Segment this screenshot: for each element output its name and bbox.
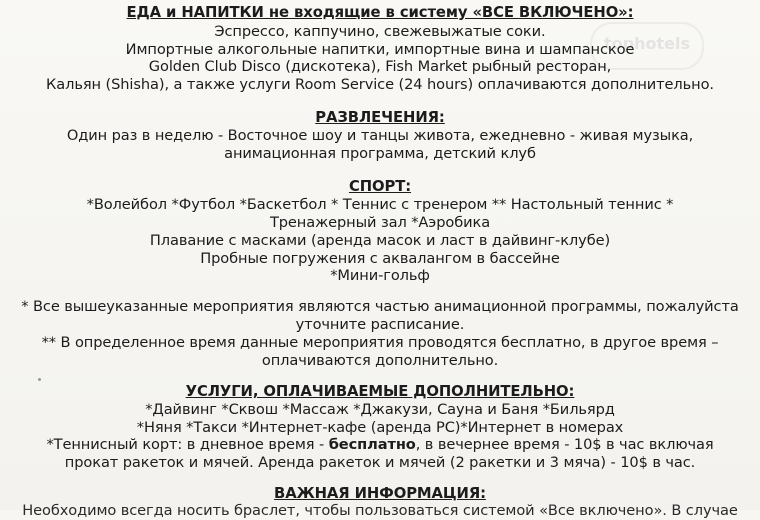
services-line-2: *Няня *Такси *Интернет-кафе (аренда PC)*Интернет в номерах	[136, 419, 624, 436]
paid-services-heading: УСЛУГИ, ОПЛАЧИВАЕМЫЕ ДОПОЛНИТЕЛЬНО:	[185, 383, 575, 400]
food-line-1: Эспрессо, каппучино, свежевыжатые соки.	[214, 23, 546, 40]
note-line-4: оплачиваются дополнительно.	[261, 352, 499, 369]
tennis-suffix: , в вечернее время - 10$ в час включая	[415, 436, 714, 453]
sport-line-4: Пробные погружения с аквалангом в бассейне	[200, 250, 560, 267]
entertainment-line-2: анимационная программа, детский клуб	[224, 145, 536, 162]
important-info-heading: ВАЖНАЯ ИНФОРМАЦИЯ:	[274, 485, 486, 502]
sport-line-1: *Волейбол *Футбол *Баскетбол * Теннис с тренером ** Настольный теннис *	[86, 196, 674, 213]
watermark-logo: tophotels	[590, 22, 704, 70]
entertainment-line-1: Один раз в неделю - Восточное шоу и танцы живота, ежедневно - живая музыка,	[66, 127, 694, 144]
food-line-3: Golden Club Disco (дискотека), Fish Market рыбный ресторан,	[148, 58, 612, 75]
food-drinks-heading: ЕДА и НАПИТКИ не входящие в систему «ВСЕ ВКЛЮЧЕНО»:	[126, 4, 634, 21]
sport-line-3: Плавание с масками (аренда масок и ласт в дайвинг-клубе)	[149, 232, 611, 249]
tennis-prefix: *Теннисный корт: в дневное время -	[46, 436, 329, 453]
note-line-3: ** В определенное время данные мероприятия проводятся бесплатно, в другое время –	[41, 334, 719, 351]
tennis-free-text: бесплатно	[328, 436, 416, 453]
services-line-1: *Дайвинг *Сквош *Массаж *Джакузи, Сауна и Баня *Бильярд	[145, 401, 615, 418]
sport-line-5: *Мини-гольф	[330, 267, 430, 284]
tennis-court-line-2: прокат ракеток и мячей. Аренда ракеток и мячей (2 ракетки и 3 мяча) - 10$ в час.	[64, 454, 696, 471]
sport-line-2: Тренажерный зал *Аэробика	[269, 214, 491, 231]
important-line-1: Необходимо всегда носить браслет, чтобы пользоваться системой «Все включено». В случае	[22, 502, 738, 519]
paper-speck	[38, 378, 41, 381]
food-line-4: Кальян (Shisha), а также услуги Room Service (24 hours) оплачиваются дополнительно.	[46, 76, 714, 93]
food-line-2: Импортные алкогольные напитки, импортные вина и шампанское	[125, 41, 635, 58]
sport-heading: СПОРТ:	[348, 178, 412, 195]
note-line-1: * Все вышеуказанные мероприятия являются частью анимационной программы, пожалуйста	[21, 298, 739, 315]
entertainment-heading: РАЗВЛЕЧЕНИЯ:	[315, 109, 445, 126]
tennis-court-line	[0, 436, 760, 454]
note-line-2: уточните расписание.	[295, 316, 465, 333]
